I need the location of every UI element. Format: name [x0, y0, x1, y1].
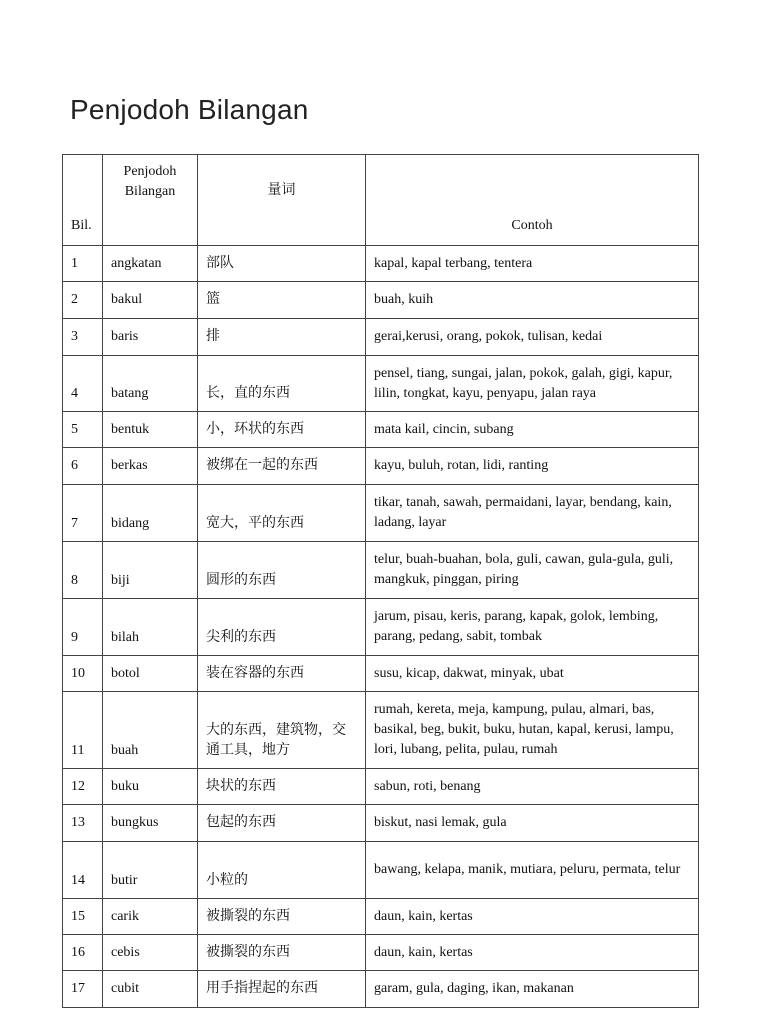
- page-title: Penjodoh Bilangan: [70, 94, 309, 125]
- cell-penjodoh: berkas: [103, 448, 198, 485]
- header-contoh: Contoh: [366, 155, 699, 246]
- cell-bil: 3: [63, 319, 103, 356]
- cell-contoh: garam, gula, daging, ikan, makanan: [366, 971, 699, 1008]
- cell-bil: 17: [63, 971, 103, 1008]
- cell-contoh: rumah, kereta, meja, kampung, pulau, almari, bas, basikal, beg, bukit, buku, hutan, kapal, kerusi, lampu, lori, lubang, pelita, pulau, rumah: [366, 692, 699, 769]
- cell-penjodoh: bentuk: [103, 412, 198, 448]
- cell-liangci: 被绑在一起的东西: [198, 448, 366, 485]
- cell-bil: 16: [63, 935, 103, 971]
- header-bil: Bil.: [63, 155, 103, 246]
- cell-penjodoh: bilah: [103, 599, 198, 656]
- cell-penjodoh: cebis: [103, 935, 198, 971]
- header-penjodoh-line2: Bilangan: [124, 184, 176, 199]
- cell-liangci: 尖利的东西: [198, 599, 366, 656]
- cell-contoh: sabun, roti, benang: [366, 769, 699, 805]
- cell-liangci: 小粒的: [198, 842, 366, 899]
- cell-liangci: 排: [198, 319, 366, 356]
- cell-penjodoh: carik: [103, 899, 198, 935]
- cell-liangci: 装在容器的东西: [198, 656, 366, 692]
- cell-penjodoh: angkatan: [103, 246, 198, 282]
- cell-penjodoh: bakul: [103, 282, 198, 319]
- table-row: [63, 899, 699, 935]
- table-row: [63, 769, 699, 805]
- header-liangci: 量词: [198, 155, 366, 246]
- cell-contoh: pensel, tiang, sungai, jalan, pokok, galah, gigi, kapur, lilin, tongkat, kayu, penyapu, jalan raya: [366, 356, 699, 412]
- cell-contoh: telur, buah-buahan, bola, guli, cawan, gula-gula, guli, mangkuk, pinggan, piring: [366, 542, 699, 599]
- cell-contoh: jarum, pisau, keris, parang, kapak, golok, lembing, parang, pedang, sabit, tombak: [366, 599, 699, 656]
- table-body: [63, 246, 699, 1008]
- cell-liangci: 小，环状的东西: [198, 412, 366, 448]
- cell-bil: 5: [63, 412, 103, 448]
- cell-liangci: 被撕裂的东西: [198, 899, 366, 935]
- cell-bil: 7: [63, 485, 103, 542]
- table-row: [63, 485, 699, 542]
- cell-contoh: kapal, kapal terbang, tentera: [366, 246, 699, 282]
- cell-penjodoh: cubit: [103, 971, 198, 1008]
- table-row: [63, 692, 699, 769]
- cell-contoh: bawang, kelapa, manik, mutiara, peluru, permata, telur: [366, 842, 699, 899]
- cell-contoh: buah, kuih: [366, 282, 699, 319]
- cell-liangci: 长，直的东西: [198, 356, 366, 412]
- cell-penjodoh: baris: [103, 319, 198, 356]
- cell-penjodoh: botol: [103, 656, 198, 692]
- table-row: [63, 542, 699, 599]
- cell-penjodoh: biji: [103, 542, 198, 599]
- table-row: [63, 971, 699, 1008]
- cell-penjodoh: bungkus: [103, 805, 198, 842]
- table-row: [63, 935, 699, 971]
- cell-liangci: 篮: [198, 282, 366, 319]
- cell-penjodoh: buku: [103, 769, 198, 805]
- table-row: [63, 842, 699, 899]
- table-row: [63, 356, 699, 412]
- cell-penjodoh: batang: [103, 356, 198, 412]
- cell-bil: 12: [63, 769, 103, 805]
- cell-liangci: 宽大，平的东西: [198, 485, 366, 542]
- cell-contoh: susu, kicap, dakwat, minyak, ubat: [366, 656, 699, 692]
- cell-liangci: 包起的东西: [198, 805, 366, 842]
- table-row: [63, 448, 699, 485]
- cell-bil: 6: [63, 448, 103, 485]
- table-row: [63, 246, 699, 282]
- table-row: [63, 656, 699, 692]
- cell-bil: 11: [63, 692, 103, 769]
- cell-liangci: 用手指捏起的东西: [198, 971, 366, 1008]
- header-penjodoh-line1: Penjodoh: [123, 164, 177, 179]
- table-row: [63, 599, 699, 656]
- table-row: [63, 412, 699, 448]
- cell-penjodoh: buah: [103, 692, 198, 769]
- cell-bil: 14: [63, 842, 103, 899]
- cell-liangci: 圆形的东西: [198, 542, 366, 599]
- cell-contoh: daun, kain, kertas: [366, 899, 699, 935]
- header-penjodoh-bilangan: [103, 155, 198, 246]
- cell-bil: 1: [63, 246, 103, 282]
- cell-contoh: biskut, nasi lemak, gula: [366, 805, 699, 842]
- cell-bil: 8: [63, 542, 103, 599]
- cell-bil: 9: [63, 599, 103, 656]
- cell-bil: 13: [63, 805, 103, 842]
- cell-contoh: kayu, buluh, rotan, lidi, ranting: [366, 448, 699, 485]
- cell-penjodoh: butir: [103, 842, 198, 899]
- cell-bil: 10: [63, 656, 103, 692]
- cell-contoh: gerai,kerusi, orang, pokok, tulisan, kedai: [366, 319, 699, 356]
- table-header: [63, 155, 699, 246]
- cell-bil: 15: [63, 899, 103, 935]
- penjodoh-bilangan-table: [62, 154, 699, 1008]
- table-row: [63, 282, 699, 319]
- table-row: [63, 319, 699, 356]
- cell-contoh: daun, kain, kertas: [366, 935, 699, 971]
- cell-liangci: 被撕裂的东西: [198, 935, 366, 971]
- header-row: [63, 155, 699, 246]
- cell-contoh: mata kail, cincin, subang: [366, 412, 699, 448]
- cell-liangci: 大的东西，建筑物，交通工具，地方: [198, 692, 366, 769]
- cell-liangci: 块状的东西: [198, 769, 366, 805]
- cell-bil: 2: [63, 282, 103, 319]
- cell-liangci: 部队: [198, 246, 366, 282]
- cell-bil: 4: [63, 356, 103, 412]
- cell-penjodoh: bidang: [103, 485, 198, 542]
- table-row: [63, 805, 699, 842]
- cell-contoh: tikar, tanah, sawah, permaidani, layar, bendang, kain, ladang, layar: [366, 485, 699, 542]
